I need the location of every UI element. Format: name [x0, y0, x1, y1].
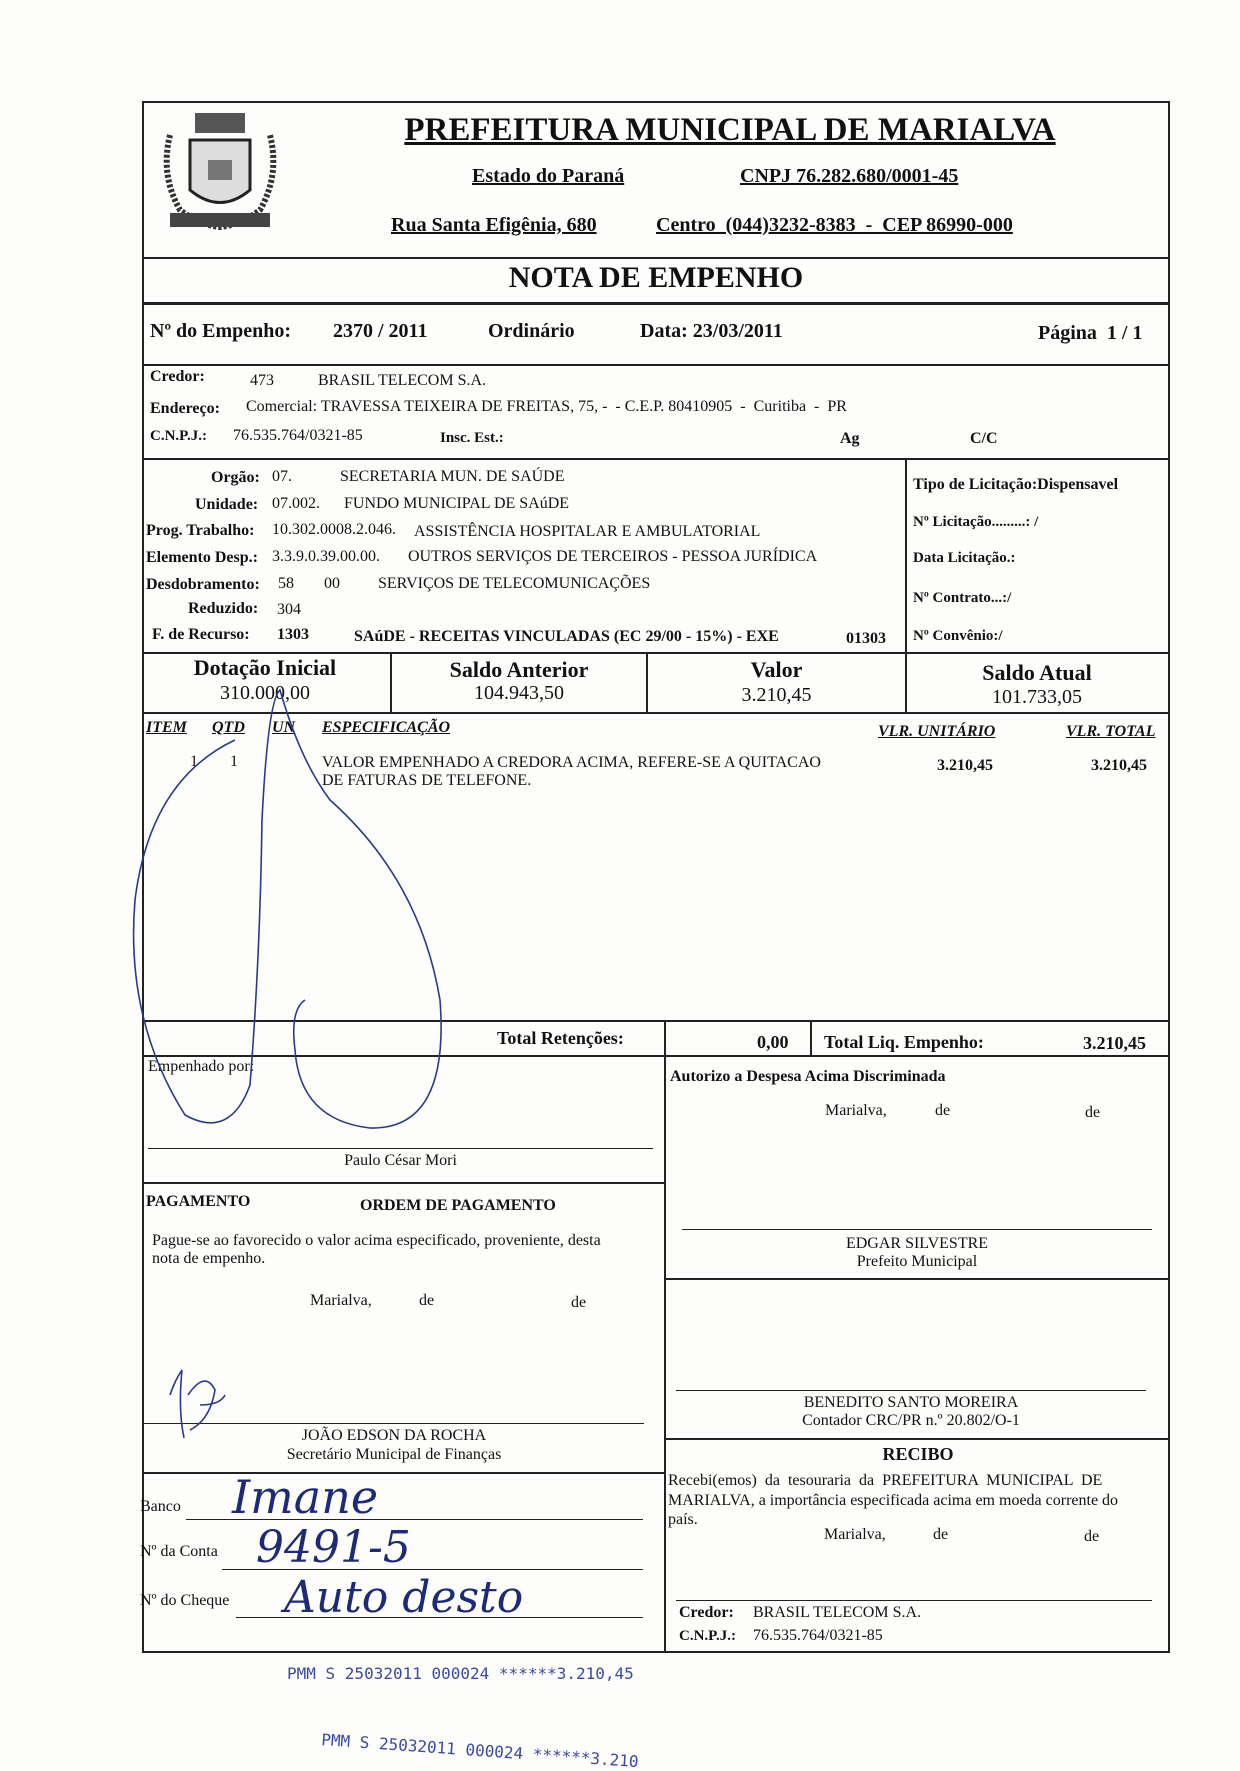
- empenho-number: 2370 / 2011: [333, 320, 428, 342]
- pagamento-de2: de: [571, 1294, 587, 1311]
- address-label: Centro (044)3232-8383 - CEP 86990-000: [656, 214, 1013, 236]
- saldo-anterior-label: Saldo Anterior: [449, 657, 589, 682]
- cheque-label: Nº do Cheque: [140, 1592, 230, 1609]
- recibo-cnpj-label: C.N.P.J.:: [679, 1628, 736, 1644]
- valor-value: 3.210,45: [741, 684, 812, 706]
- licitacao-tipo: Tipo de Licitação:Dispensavel: [913, 476, 1119, 493]
- prog-label: Prog. Trabalho:: [146, 522, 255, 539]
- secretario-title: Secretário Municipal de Finanças: [286, 1446, 502, 1463]
- dotacao-inicial-label: Dotação Inicial: [193, 655, 337, 680]
- retencoes-value: 0,00: [757, 1032, 789, 1052]
- recibo-text-line1: Recebi(emos) da tesouraria da PREFEITURA MUNICIPAL DE: [668, 1472, 1103, 1489]
- recibo-de2: de: [1084, 1528, 1100, 1545]
- payment-stamp: PMM S 25032011 000024 ******3.210,45: [287, 1664, 634, 1683]
- row-item: 1: [190, 753, 198, 770]
- prog-name: ASSISTÊNCIA HOSPITALAR E AMBULATORIAL: [414, 523, 761, 540]
- row-spec-line1: VALOR EMPENHADO A CREDORA ACIMA, REFERE-SE A QUITACAO: [322, 754, 821, 771]
- document-title: NOTA DE EMPENHO: [508, 261, 804, 294]
- payment-stamp-repeat: PMM S 25032011 000024 ******3.210: [320, 1730, 640, 1771]
- saldo-atual-value: 101.733,05: [992, 686, 1082, 708]
- recibo-place: Marialva,: [824, 1526, 886, 1543]
- valor-label: Valor: [750, 657, 803, 682]
- orgao-name: SECRETARIA MUN. DE SAÚDE: [340, 468, 565, 485]
- recurso-name: SAúDE - RECEITAS VINCULADAS (EC 29/00 - 15%) - EXE: [354, 628, 779, 645]
- pagamento-text-line2: nota de empenho.: [152, 1250, 266, 1267]
- row-spec-line2: DE FATURAS DE TELEFONE.: [322, 772, 532, 789]
- desdob-code: 58: [278, 575, 294, 592]
- page-title: PREFEITURA MUNICIPAL DE MARIALVA: [404, 112, 1056, 148]
- col-item: ITEM: [146, 719, 187, 736]
- recurso-number: 01303: [846, 630, 886, 647]
- convenio-number: Nº Convênio:/: [913, 628, 1003, 644]
- retencoes-label: Total Retenções:: [497, 1028, 624, 1048]
- licitacao-numero: Nº Licitação.........: /: [913, 514, 1039, 530]
- autorizo-de2: de: [1085, 1104, 1101, 1121]
- pagamento-text-line1: Pague-se ao favorecido o valor acima especificado, proveniente, desta: [152, 1232, 601, 1249]
- recibo-credor-name: BRASIL TELECOM S.A.: [753, 1604, 922, 1621]
- pagamento-de1: de: [419, 1292, 435, 1309]
- unidade-name: FUNDO MUNICIPAL DE SAúDE: [344, 495, 570, 512]
- recurso-code: 1303: [277, 626, 309, 643]
- col-vlr-total: VLR. TOTAL: [1066, 723, 1156, 740]
- pagamento-label: PAGAMENTO: [146, 1193, 251, 1210]
- autorizo-label: Autorizo a Despesa Acima Discriminada: [670, 1068, 946, 1085]
- cheque-handwriting: Auto desto: [284, 1572, 524, 1623]
- recibo-text-line3: país.: [668, 1511, 698, 1528]
- page-number: Página 1 / 1: [1038, 322, 1143, 344]
- recibo-de1: de: [933, 1526, 949, 1543]
- cc-label: C/C: [970, 430, 998, 447]
- col-especificacao: ESPECIFICAÇÃO: [322, 719, 451, 736]
- unidade-label: Unidade:: [195, 496, 259, 513]
- orgao-label: Orgão:: [211, 469, 260, 486]
- liq-value: 3.210,45: [1083, 1033, 1146, 1053]
- reduzido-code: 304: [277, 601, 301, 618]
- prog-code: 10.302.0008.2.046.: [272, 521, 396, 538]
- ag-label: Ag: [840, 430, 860, 447]
- conta-handwriting: 9491-5: [256, 1522, 411, 1573]
- desdob-label: Desdobramento:: [146, 576, 260, 593]
- orgao-code: 07.: [272, 468, 292, 485]
- credor-address: Comercial: TRAVESSA TEIXEIRA DE FREITAS, 75, - - C.E.P. 80410905 - Curitiba - PR: [246, 398, 847, 415]
- ordem-label: ORDEM DE PAGAMENTO: [360, 1197, 556, 1214]
- prefeito-title: Prefeito Municipal: [856, 1253, 978, 1270]
- autorizo-de1: de: [935, 1102, 951, 1119]
- secretario-name: JOÃO EDSON DA ROCHA: [301, 1427, 487, 1444]
- col-un: UN: [272, 719, 296, 736]
- empenho-type: Ordinário: [488, 320, 575, 342]
- banco-handwriting: Imane: [232, 1470, 379, 1524]
- recurso-label: F. de Recurso:: [152, 626, 250, 643]
- saldo-anterior-value: 104.943,50: [474, 682, 564, 704]
- saldo-atual-label: Saldo Atual: [982, 660, 1092, 685]
- conta-label: Nº da Conta: [140, 1543, 218, 1560]
- credor-cnpj-label: C.N.P.J.:: [150, 428, 207, 444]
- elemento-label: Elemento Desp.:: [146, 549, 258, 566]
- prefeito-name: EDGAR SILVESTRE: [845, 1235, 989, 1252]
- reduzido-label: Reduzido:: [188, 600, 259, 617]
- address-field-label: Endereço:: [150, 400, 220, 417]
- recibo-cnpj: 76.535.764/0321-85: [753, 1627, 883, 1644]
- col-qtd: QTD: [212, 719, 245, 736]
- credor-name: BRASIL TELECOM S.A.: [318, 372, 487, 389]
- banco-label: Banco: [140, 1498, 181, 1515]
- recibo-title: RECIBO: [882, 1444, 954, 1464]
- contrato-number: Nº Contrato...:/: [913, 590, 1012, 606]
- empenho-date: Data: 23/03/2011: [640, 320, 783, 342]
- licitacao-data: Data Licitação.:: [913, 550, 1016, 566]
- empenhado-label: Empenhado por:: [148, 1058, 255, 1075]
- contador-name: BENEDITO SANTO MOREIRA: [803, 1394, 1019, 1411]
- elemento-name: OUTROS SERVIÇOS DE TERCEIROS - PESSOA JURÍDICA: [408, 548, 818, 565]
- empenhado-name: Paulo César Mori: [344, 1152, 457, 1169]
- credor-code: 473: [250, 372, 274, 389]
- row-unit-value: 3.210,45: [937, 757, 993, 774]
- insc-label: Insc. Est.:: [440, 430, 504, 446]
- row-qtd: 1: [230, 753, 238, 770]
- credor-label: Credor:: [150, 368, 205, 385]
- autorizo-place: Marialva,: [825, 1102, 887, 1119]
- col-vlr-unitario: VLR. UNITÁRIO: [878, 723, 996, 740]
- state-label: Estado do Paraná: [472, 165, 625, 187]
- liq-label: Total Liq. Empenho:: [824, 1032, 984, 1052]
- credor-cnpj: 76.535.764/0321-85: [233, 427, 363, 444]
- dotacao-inicial-value: 310.000,00: [220, 682, 310, 704]
- cnpj-label: CNPJ 76.282.680/0001-45: [740, 165, 959, 187]
- empenhado-signature: [134, 690, 442, 1128]
- recibo-credor-label: Credor:: [679, 1604, 734, 1621]
- row-total-value: 3.210,45: [1091, 757, 1147, 774]
- recibo-text-line2: MARIALVA, a importância especificada acima em moeda corrente do: [668, 1492, 1119, 1509]
- secretario-signature: [170, 1370, 225, 1438]
- pagamento-place: Marialva,: [310, 1292, 372, 1309]
- desdob-sub: 00: [324, 575, 340, 592]
- unidade-code: 07.002.: [272, 495, 320, 512]
- empenho-number-label: Nº do Empenho:: [150, 320, 292, 342]
- contador-title: Contador CRC/PR n.º 20.802/O-1: [802, 1412, 1020, 1429]
- street-label: Rua Santa Efigênia, 680: [391, 214, 597, 236]
- elemento-code: 3.3.9.0.39.00.00.: [272, 548, 380, 565]
- desdob-name: SERVIÇOS DE TELECOMUNICAÇÕES: [378, 575, 651, 592]
